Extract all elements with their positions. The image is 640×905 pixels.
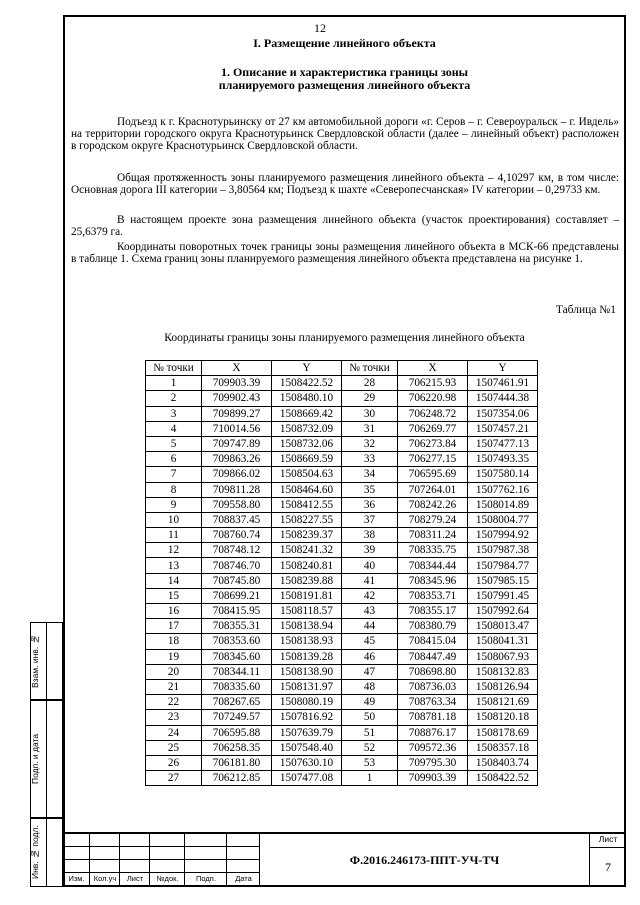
table-cell: 34 xyxy=(342,467,398,482)
table-cell: 1508240.81 xyxy=(272,558,342,573)
table-cell: 48 xyxy=(342,679,398,694)
table-cell: 1507580.14 xyxy=(468,467,538,482)
table-row xyxy=(146,406,538,421)
table-cell: 1508013.47 xyxy=(468,619,538,634)
table-cell: 708736.03 xyxy=(398,679,468,694)
table-cell: 49 xyxy=(342,695,398,710)
table-cell: 16 xyxy=(146,604,202,619)
table-cell: 706181.80 xyxy=(202,755,272,770)
table-cell: 1508669.42 xyxy=(272,406,342,421)
table-cell: 5 xyxy=(146,436,202,451)
paragraph-coordinates: Координаты поворотных точек границы зоны размещения линейного объекта в МСК-66 представлены в таблице 1. Схема границ зоны планируемого размещения линейного объекта представлена на рисунке 1. xyxy=(71,241,619,265)
table-cell: 9 xyxy=(146,497,202,512)
table-cell: 708415.04 xyxy=(398,634,468,649)
table-row xyxy=(146,695,538,710)
tb-header-signature: Подп. xyxy=(196,874,216,883)
table-cell: 709863.26 xyxy=(202,452,272,467)
table-cell: 1508464.60 xyxy=(272,482,342,497)
table-row xyxy=(146,573,538,588)
table-cell: 708876.17 xyxy=(398,725,468,740)
table-cell: 708335.75 xyxy=(398,543,468,558)
subsection-title xyxy=(63,66,626,92)
table-cell: 12 xyxy=(146,543,202,558)
table-row xyxy=(146,679,538,694)
table-cell: 2 xyxy=(146,391,202,406)
table-cell: 1 xyxy=(342,771,398,786)
table-cell: 4 xyxy=(146,421,202,436)
table-cell: 1508357.18 xyxy=(468,740,538,755)
subsection-title-line1: 1. Описание и характеристика границы зоны xyxy=(220,65,469,79)
table-row xyxy=(146,543,538,558)
table-cell: 40 xyxy=(342,558,398,573)
table-row xyxy=(146,619,538,634)
header-point-no: № точки xyxy=(146,361,202,376)
table-cell: 709558.80 xyxy=(202,497,272,512)
table-cell: 1507477.13 xyxy=(468,436,538,451)
table-cell: 1507994.92 xyxy=(468,528,538,543)
table-row xyxy=(146,710,538,725)
table-cell: 1508227.55 xyxy=(272,512,342,527)
tb-header-date: Дата xyxy=(235,874,252,883)
table-cell: 1507477.08 xyxy=(272,771,342,786)
table-cell: 25 xyxy=(146,740,202,755)
coordinates-table xyxy=(145,360,538,786)
table-cell: 707249.57 xyxy=(202,710,272,725)
table-cell: 53 xyxy=(342,755,398,770)
sheet-number: 7 xyxy=(605,860,611,874)
table-cell: 26 xyxy=(146,755,202,770)
table-cell: 47 xyxy=(342,664,398,679)
table-cell: 1508004.77 xyxy=(468,512,538,527)
table-cell: 7 xyxy=(146,467,202,482)
table-cell: 706273.84 xyxy=(398,436,468,451)
document-code: Ф.2016.246173-ППТ-УЧ-ТЧ xyxy=(260,834,590,887)
table-row xyxy=(146,771,538,786)
table-row xyxy=(146,482,538,497)
section-title: I. Размещение линейного объекта xyxy=(253,36,436,50)
header-point-no-2: № точки xyxy=(342,361,398,376)
table-cell: 50 xyxy=(342,710,398,725)
table-cell: 17 xyxy=(146,619,202,634)
table-cell: 1507991.45 xyxy=(468,588,538,603)
table-cell: 708748.12 xyxy=(202,543,272,558)
table-cell: 1507630.10 xyxy=(272,755,342,770)
table-cell: 22 xyxy=(146,695,202,710)
table-cell: 708353.60 xyxy=(202,634,272,649)
header-x-2: X xyxy=(398,361,468,376)
table-cell: 708311.24 xyxy=(398,528,468,543)
table-cell: 706269.77 xyxy=(398,421,468,436)
table-cell: 709795.30 xyxy=(398,755,468,770)
table-cell: 1508131.97 xyxy=(272,679,342,694)
header-y-2: Y xyxy=(468,361,538,376)
table-cell: 45 xyxy=(342,634,398,649)
table-cell: 1508121.69 xyxy=(468,695,538,710)
table-cell: 1508041.31 xyxy=(468,634,538,649)
table-cell: 11 xyxy=(146,528,202,543)
table-cell: 18 xyxy=(146,634,202,649)
paragraph-length: Общая протяженность зоны планируемого размещения линейного объекта – 4,10297 км, в том числе: Основная дорога III категории – 3,80564 км; Подъезд к шахте «Северопесчанская» IV категории – 0,29733 км. xyxy=(71,172,619,196)
table-row xyxy=(146,558,538,573)
table-cell: 709747.89 xyxy=(202,436,272,451)
table-row xyxy=(146,512,538,527)
table-row xyxy=(146,664,538,679)
table-cell: 708355.17 xyxy=(398,604,468,619)
stamp-sign-date xyxy=(30,700,63,818)
table-cell: 1507987.38 xyxy=(468,543,538,558)
table-cell: 708353.71 xyxy=(398,588,468,603)
table-row xyxy=(146,421,538,436)
table-cell: 24 xyxy=(146,725,202,740)
tb-header-change: Изм. xyxy=(68,874,85,883)
table-cell: 37 xyxy=(342,512,398,527)
table-cell: 709902.43 xyxy=(202,391,272,406)
table-row xyxy=(146,604,538,619)
table-cell: 708763.34 xyxy=(398,695,468,710)
table-cell: 29 xyxy=(342,391,398,406)
table-cell: 706595.88 xyxy=(202,725,272,740)
table-cell: 706248.72 xyxy=(398,406,468,421)
table-cell: 1507816.92 xyxy=(272,710,342,725)
table-cell: 1507461.91 xyxy=(468,376,538,391)
table-cell: 1508118.57 xyxy=(272,604,342,619)
table-cell: 1508138.94 xyxy=(272,619,342,634)
title-block xyxy=(63,832,626,887)
table-cell: 1507457.21 xyxy=(468,421,538,436)
table-cell: 1507548.40 xyxy=(272,740,342,755)
stamp-sign-date-label: Подп. и дата xyxy=(30,733,40,785)
table-cell: 1507984.77 xyxy=(468,558,538,573)
table-cell: 1508732.09 xyxy=(272,421,342,436)
table-cell: 1508126.94 xyxy=(468,679,538,694)
table-cell: 1508178.69 xyxy=(468,725,538,740)
table-cell: 3 xyxy=(146,406,202,421)
table-cell: 21 xyxy=(146,679,202,694)
table-row xyxy=(146,391,538,406)
table-cell: 708760.74 xyxy=(202,528,272,543)
table-cell: 1508191.81 xyxy=(272,588,342,603)
table-row xyxy=(146,452,538,467)
table-row xyxy=(146,376,538,391)
table-cell: 709903.39 xyxy=(398,771,468,786)
table-cell: 706595.69 xyxy=(398,467,468,482)
table-cell: 706212.85 xyxy=(202,771,272,786)
table-cell: 706277.15 xyxy=(398,452,468,467)
table-cell: 10 xyxy=(146,512,202,527)
table-cell: 708344.44 xyxy=(398,558,468,573)
table-cell: 1508080.19 xyxy=(272,695,342,710)
table-cell: 1508422.52 xyxy=(468,771,538,786)
table-cell: 708837.45 xyxy=(202,512,272,527)
tb-header-sheet: Лист xyxy=(126,874,144,883)
stamp-orig-inv xyxy=(30,818,63,887)
table-cell: 41 xyxy=(342,573,398,588)
table-cell: 1508403.74 xyxy=(468,755,538,770)
table-cell: 32 xyxy=(342,436,398,451)
table-cell: 708447.49 xyxy=(398,649,468,664)
table-cell: 1508669.59 xyxy=(272,452,342,467)
table-cell: 1508139.28 xyxy=(272,649,342,664)
table-cell: 43 xyxy=(342,604,398,619)
table-cell: 51 xyxy=(342,725,398,740)
table-cell: 710014.56 xyxy=(202,421,272,436)
table-cell: 708380.79 xyxy=(398,619,468,634)
tb-header-doc-no: №док. xyxy=(156,874,179,883)
table-cell: 1508239.37 xyxy=(272,528,342,543)
stamp-replace-inv xyxy=(30,622,63,700)
table-label: Таблица №1 xyxy=(555,304,616,316)
table-row xyxy=(146,634,538,649)
tb-header-qty: Кол.уч xyxy=(93,874,117,883)
table-cell: 1507444.38 xyxy=(468,391,538,406)
table-cell: 708781.18 xyxy=(398,710,468,725)
table-cell: 6 xyxy=(146,452,202,467)
table-cell: 706258.35 xyxy=(202,740,272,755)
table-row xyxy=(146,467,538,482)
table-cell: 706215.93 xyxy=(398,376,468,391)
table-cell: 708267.65 xyxy=(202,695,272,710)
table-cell: 52 xyxy=(342,740,398,755)
table-cell: 1508138.93 xyxy=(272,634,342,649)
table-cell: 708279.24 xyxy=(398,512,468,527)
table-cell: 709811.28 xyxy=(202,482,272,497)
table-cell: 1508067.93 xyxy=(468,649,538,664)
table-cell: 38 xyxy=(342,528,398,543)
table-cell: 708699.21 xyxy=(202,588,272,603)
stamp-orig-inv-label: Инв. № подл. xyxy=(30,825,40,880)
table-cell: 46 xyxy=(342,649,398,664)
table-row xyxy=(146,588,538,603)
table-cell: 1507985.15 xyxy=(468,573,538,588)
table-cell: 1508132.83 xyxy=(468,664,538,679)
table-cell: 708698.80 xyxy=(398,664,468,679)
table-caption: Координаты границы зоны планируемого размещения линейного объекта xyxy=(164,332,525,344)
table-cell: 706220.98 xyxy=(398,391,468,406)
page-number: 12 xyxy=(314,21,326,35)
paragraph-area: В настоящем проекте зона размещения линейного объекта (участок проектирования) составляет – 25,6379 га. xyxy=(71,214,619,238)
table-row xyxy=(146,436,538,451)
subsection-title-line2: планируемого размещения линейного объекта xyxy=(218,78,471,92)
table-cell: 19 xyxy=(146,649,202,664)
table-row xyxy=(146,740,538,755)
table-cell: 27 xyxy=(146,771,202,786)
table-row xyxy=(146,755,538,770)
table-cell: 44 xyxy=(342,619,398,634)
table-cell: 1507992.64 xyxy=(468,604,538,619)
table-cell: 1508120.18 xyxy=(468,710,538,725)
table-cell: 35 xyxy=(342,482,398,497)
sheet-label: Лист xyxy=(590,834,626,848)
table-cell: 1508504.63 xyxy=(272,467,342,482)
table-cell: 39 xyxy=(342,543,398,558)
table-cell: 1507639.79 xyxy=(272,725,342,740)
table-cell: 14 xyxy=(146,573,202,588)
table-cell: 42 xyxy=(342,588,398,603)
table-cell: 1508138.90 xyxy=(272,664,342,679)
table-cell: 708335.60 xyxy=(202,679,272,694)
table-row xyxy=(146,497,538,512)
header-x: X xyxy=(202,361,272,376)
table-cell: 707264.01 xyxy=(398,482,468,497)
table-cell: 20 xyxy=(146,664,202,679)
table-cell: 708242.26 xyxy=(398,497,468,512)
table-cell: 708345.60 xyxy=(202,649,272,664)
table-cell: 708355.31 xyxy=(202,619,272,634)
stamp-replace-inv-label: Взам. инв. № xyxy=(30,634,40,688)
table-cell: 28 xyxy=(342,376,398,391)
table-cell: 23 xyxy=(146,710,202,725)
table-cell: 708746.70 xyxy=(202,558,272,573)
table-row xyxy=(146,528,538,543)
table-cell: 709866.02 xyxy=(202,467,272,482)
table-cell: 1508239.88 xyxy=(272,573,342,588)
table-cell: 8 xyxy=(146,482,202,497)
header-y: Y xyxy=(272,361,342,376)
table-cell: 1508412.55 xyxy=(272,497,342,512)
table-cell: 1 xyxy=(146,376,202,391)
table-header-row xyxy=(146,361,538,376)
table-cell: 709903.39 xyxy=(202,376,272,391)
table-cell: 1508422.52 xyxy=(272,376,342,391)
table-cell: 709899.27 xyxy=(202,406,272,421)
table-cell: 1508241.32 xyxy=(272,543,342,558)
table-cell: 31 xyxy=(342,421,398,436)
table-row xyxy=(146,725,538,740)
table-cell: 30 xyxy=(342,406,398,421)
table-cell: 13 xyxy=(146,558,202,573)
table-cell: 1508480.10 xyxy=(272,391,342,406)
table-cell: 33 xyxy=(342,452,398,467)
table-cell: 15 xyxy=(146,588,202,603)
table-cell: 1507493.35 xyxy=(468,452,538,467)
table-cell: 708345.96 xyxy=(398,573,468,588)
table-cell: 1508014.89 xyxy=(468,497,538,512)
table-cell: 1507762.16 xyxy=(468,482,538,497)
paragraph-description: Подъезд к г. Краснотурьинску от 27 км автомобильной дороги «г. Серов – г. Североуральск – г. Ивдель» на территории городского округа Краснотурьинск Свердловской области (далее – линейный объект) расположен в городском округе Краснотурьинск Свердловской области. xyxy=(71,116,619,152)
table-cell: 708344.11 xyxy=(202,664,272,679)
table-cell: 708745.80 xyxy=(202,573,272,588)
table-row xyxy=(146,649,538,664)
table-cell: 36 xyxy=(342,497,398,512)
table-cell: 1507354.06 xyxy=(468,406,538,421)
table-cell: 708415.95 xyxy=(202,604,272,619)
table-cell: 1508732.06 xyxy=(272,436,342,451)
table-cell: 709572.36 xyxy=(398,740,468,755)
